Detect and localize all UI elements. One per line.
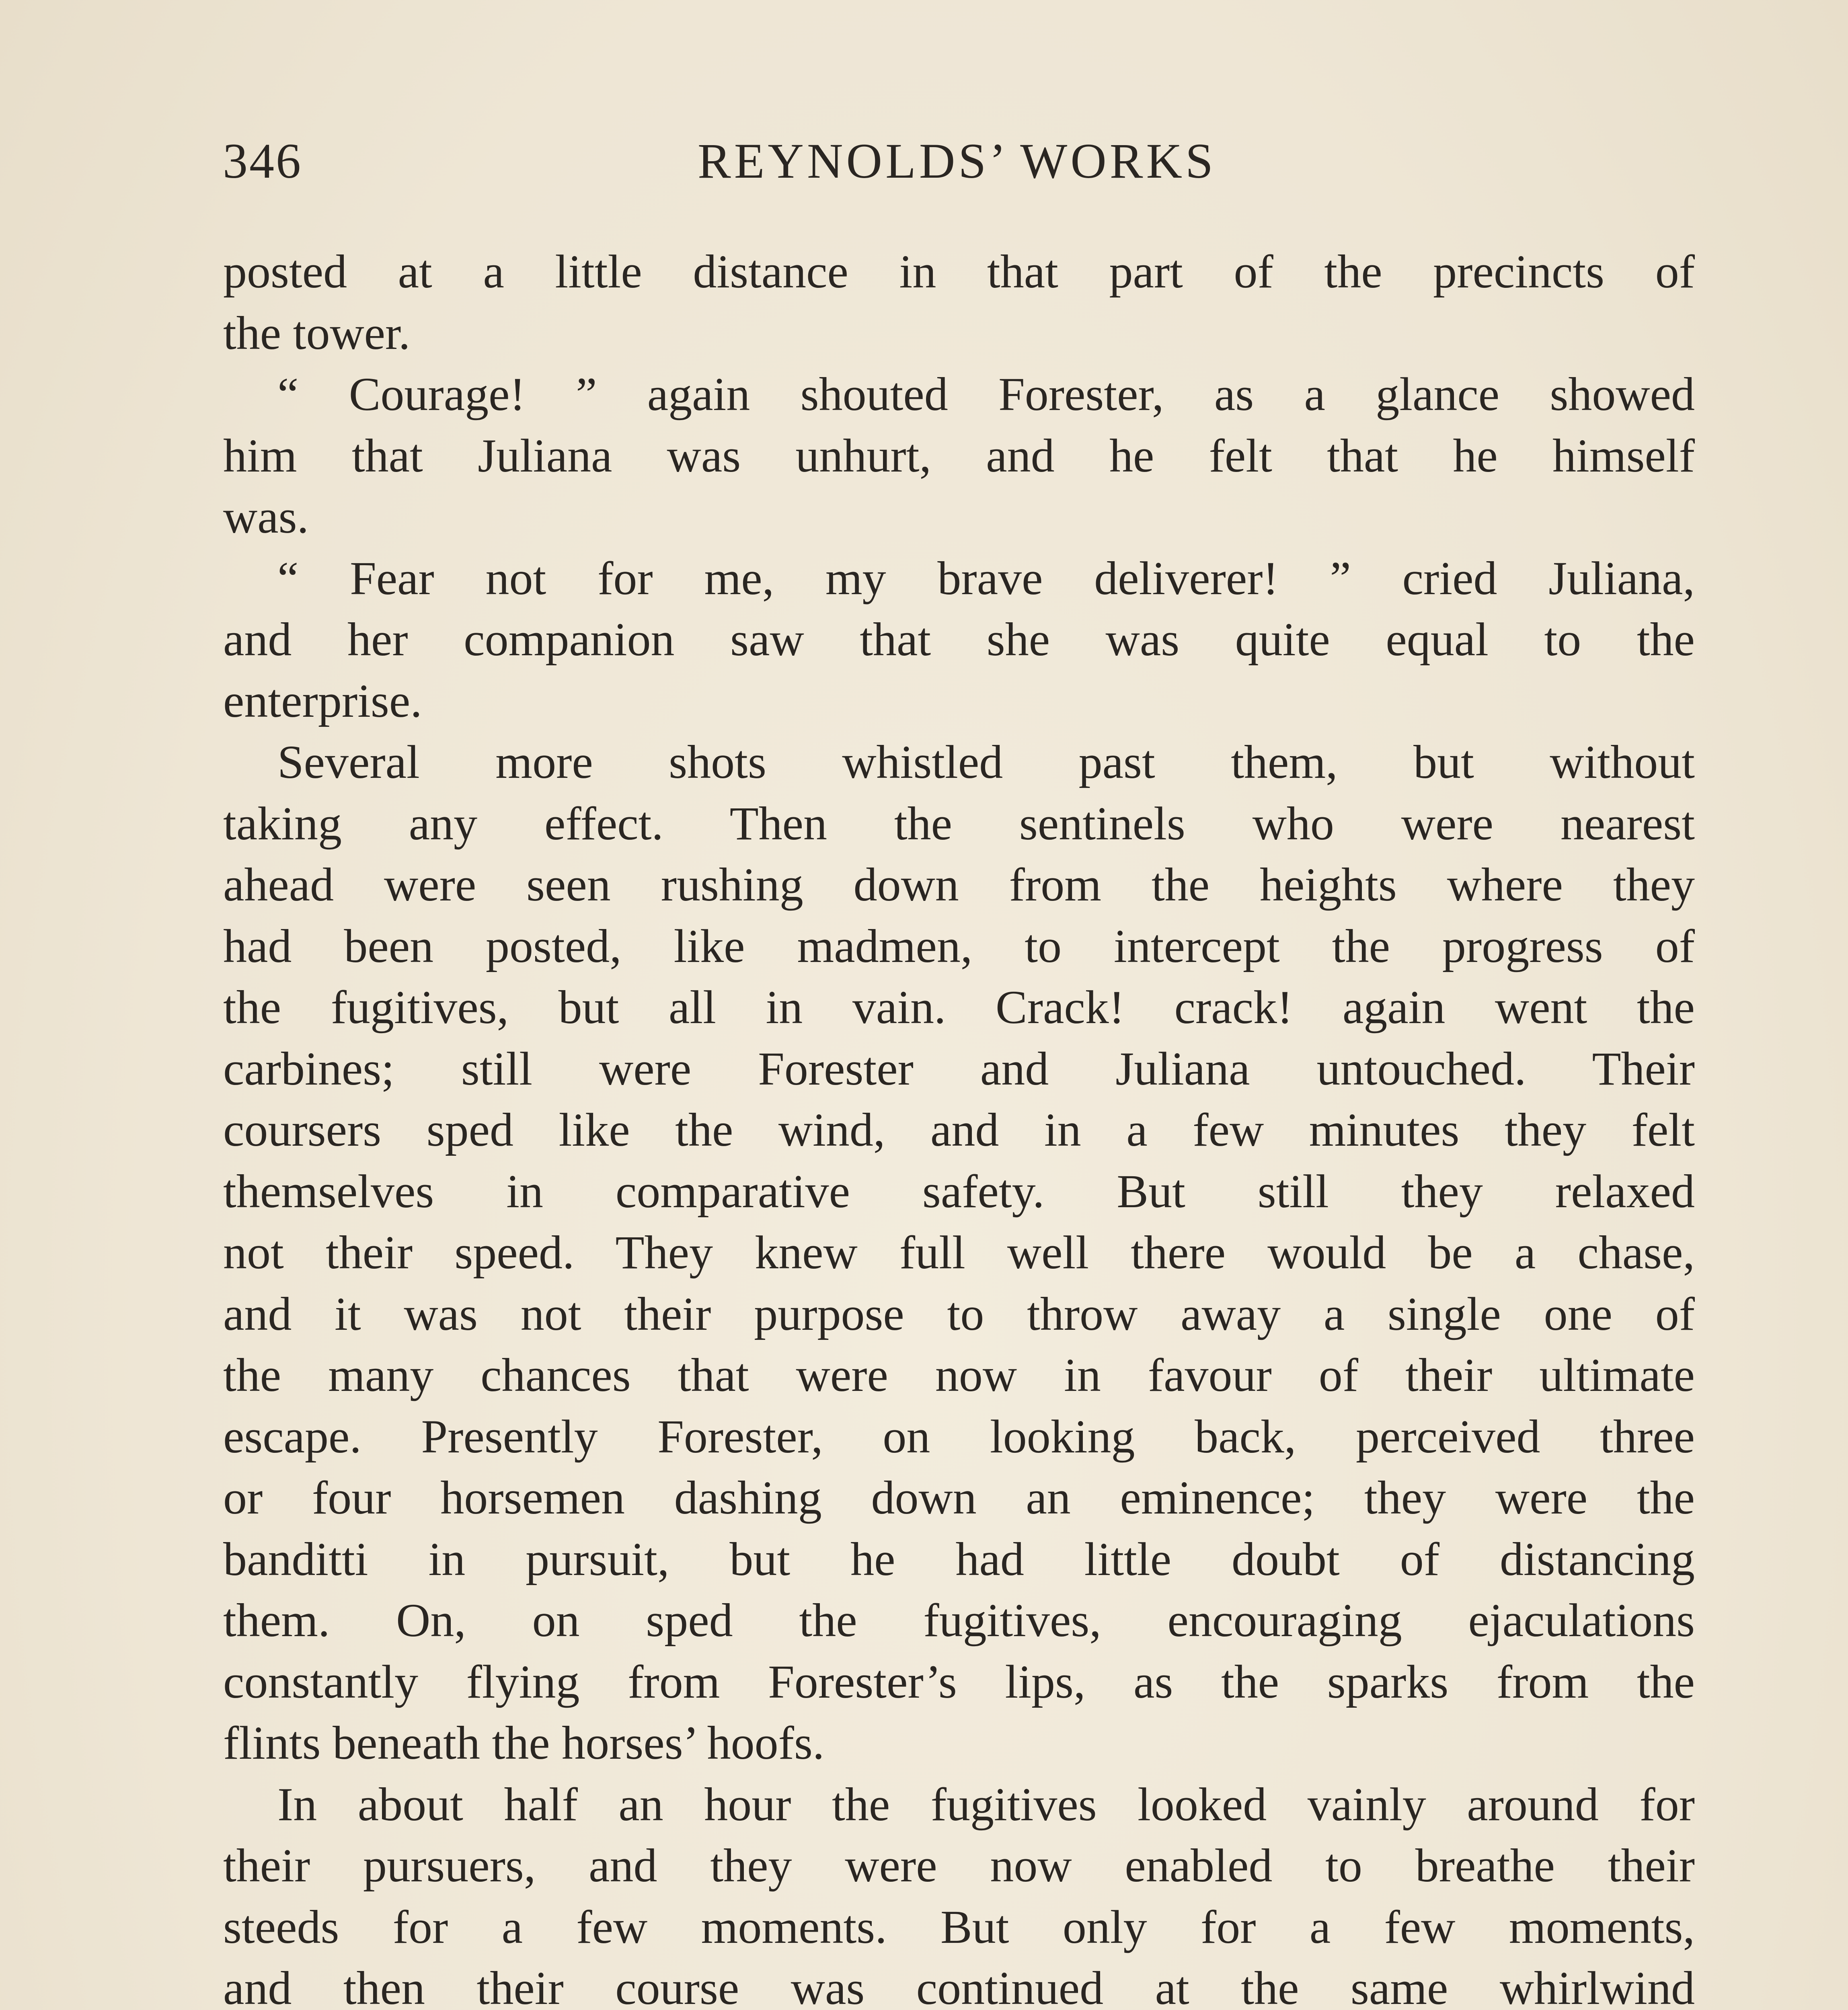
page-number: 346 bbox=[223, 133, 302, 189]
text-line: and then their course was continued at the same whirlwind bbox=[223, 1962, 1695, 2010]
text-line: enterprise. bbox=[223, 674, 422, 727]
text-line: “ Courage! ” again shouted Forester, as a glance showed bbox=[277, 368, 1695, 420]
text-line: banditti in pursuit, but he had little doubt of distancing bbox=[223, 1532, 1695, 1585]
text-line: flints beneath the horses’ hoofs. bbox=[223, 1717, 825, 1769]
text-line: coursers sped like the wind, and in a few minutes they felt bbox=[223, 1103, 1695, 1156]
text-line: had been posted, like madmen, to intercept the progress of bbox=[223, 919, 1695, 972]
text-line: the tower. bbox=[223, 306, 411, 359]
text-line: or four horsemen dashing down an eminence; they were the bbox=[223, 1471, 1695, 1524]
text-line: Several more shots whistled past them, but without bbox=[277, 736, 1695, 788]
text-line: escape. Presently Forester, on looking back, perceived three bbox=[223, 1410, 1695, 1463]
running-head: REYNOLDS’ WORKS bbox=[697, 133, 1216, 189]
text-line: and her companion saw that she was quite equal to the bbox=[223, 613, 1695, 666]
text-line: themselves in comparative safety. But still they relaxed bbox=[223, 1165, 1695, 1218]
text-line: posted at a little distance in that part of the precincts of bbox=[223, 245, 1695, 298]
text-line: and it was not their purpose to throw away a single one of bbox=[223, 1287, 1695, 1340]
text-line: taking any effect. Then the sentinels who were nearest bbox=[223, 797, 1695, 850]
text-line: carbines; still were Forester and Juliana untouched. Their bbox=[223, 1042, 1695, 1095]
text-line: “ Fear not for me, my brave deliverer! ” cried Juliana, bbox=[277, 552, 1695, 605]
text-line: the many chances that were now in favour of their ultimate bbox=[223, 1349, 1695, 1401]
page-header bbox=[217, 121, 1697, 197]
body-text bbox=[223, 241, 1695, 2010]
text-line: was. bbox=[223, 490, 309, 543]
text-line: their pursuers, and they were now enabled to breathe their bbox=[223, 1839, 1695, 1892]
text-line: him that Juliana was unhurt, and he felt that he himself bbox=[223, 429, 1695, 482]
text-line: constantly flying from Forester’s lips, as the sparks from the bbox=[223, 1655, 1695, 1708]
text-line: not their speed. They knew full well there would be a chase, bbox=[223, 1226, 1695, 1279]
text-line: ahead were seen rushing down from the heights where they bbox=[223, 858, 1695, 911]
text-line: the fugitives, but all in vain. Crack! crack! again went the bbox=[223, 981, 1695, 1034]
text-line: them. On, on sped the fugitives, encouraging ejaculations bbox=[223, 1594, 1695, 1647]
text-line: steeds for a few moments. But only for a few moments, bbox=[223, 1900, 1695, 1953]
text-line: In about half an hour the fugitives looked vainly around for bbox=[277, 1778, 1695, 1831]
